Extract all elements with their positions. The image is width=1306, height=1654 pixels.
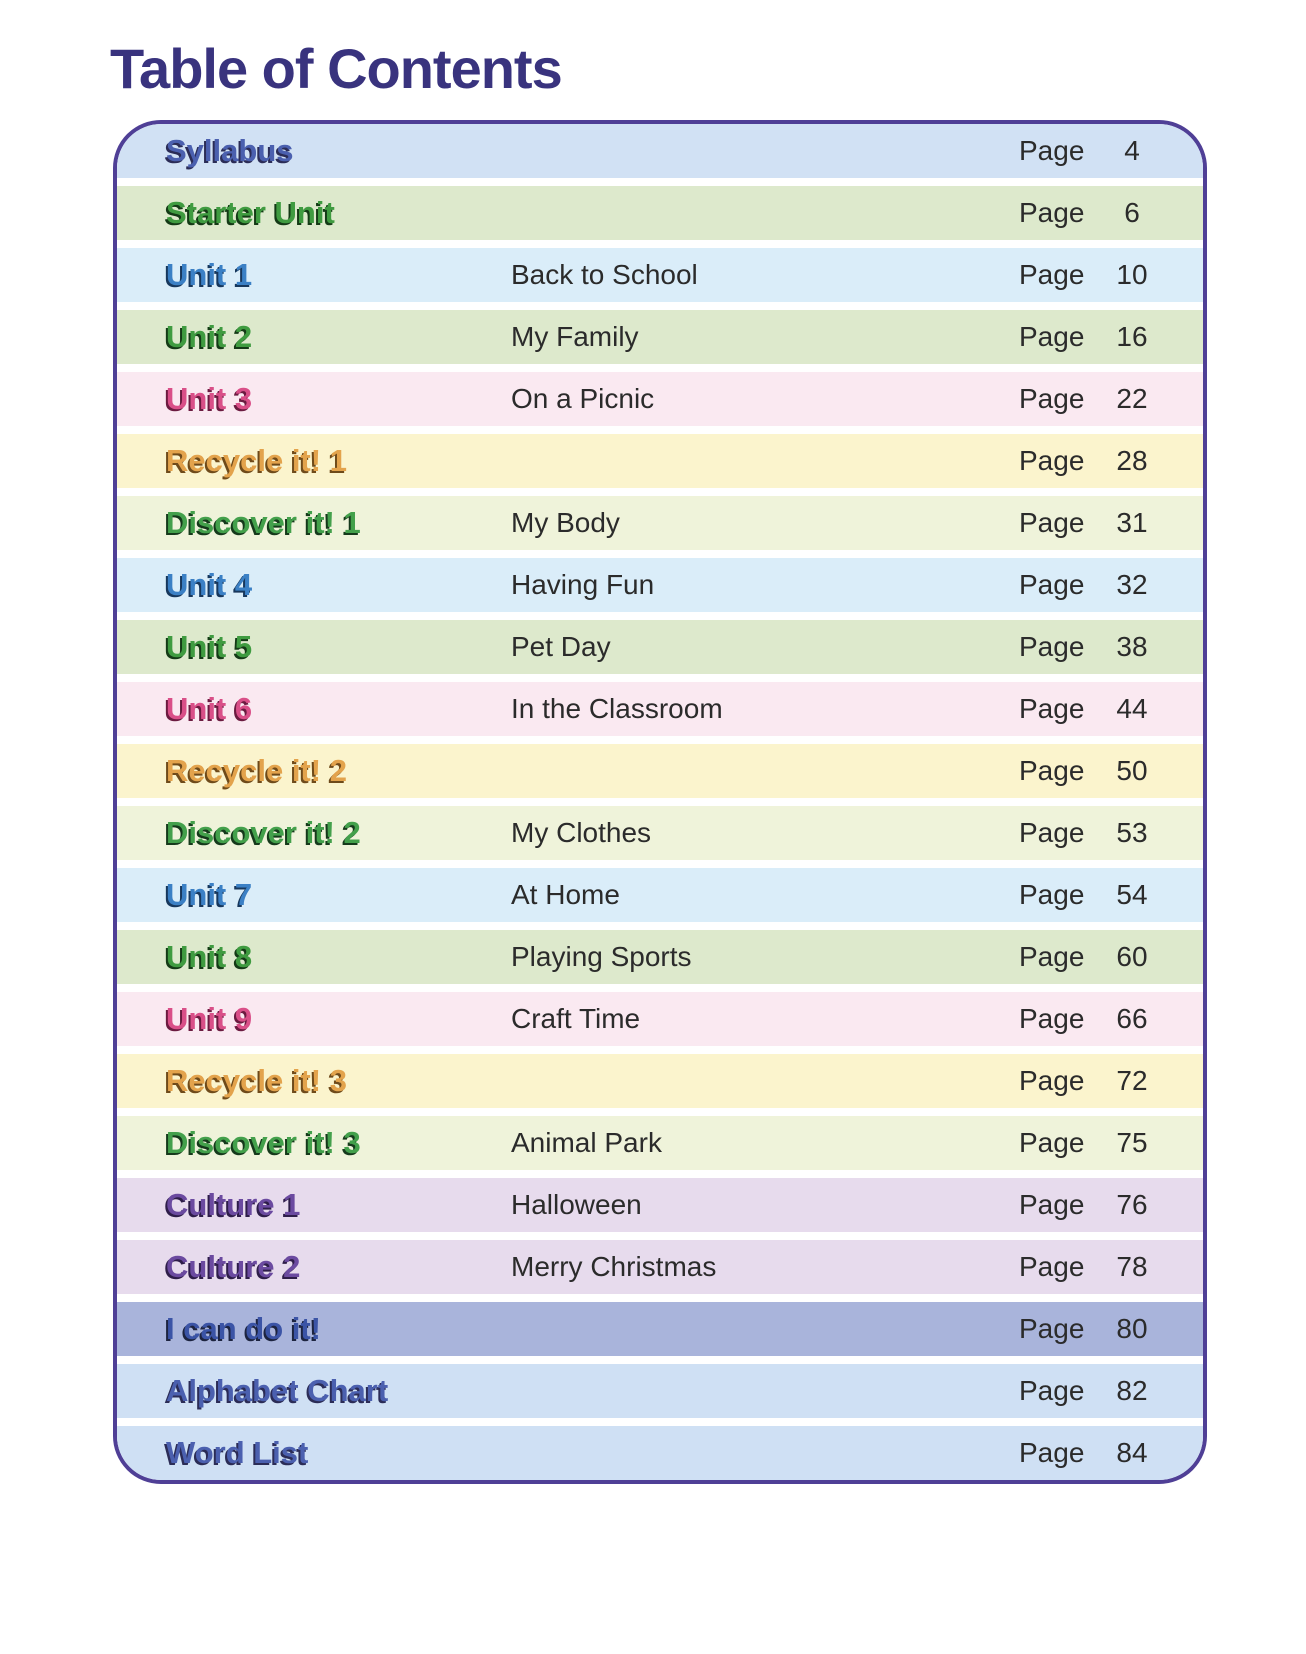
toc-page-number: 22 bbox=[1116, 383, 1148, 414]
toc-page-number: 84 bbox=[1116, 1437, 1148, 1468]
toc-page-word: Page bbox=[1019, 135, 1085, 166]
toc-entry-topic: Playing Sports bbox=[511, 941, 692, 972]
toc-page-number: 75 bbox=[1116, 1127, 1148, 1158]
toc-entry-label: Recycle it! 3 bbox=[166, 1063, 347, 1098]
toc-page-number: 6 bbox=[1124, 197, 1140, 228]
toc-row bbox=[117, 1364, 1203, 1418]
toc-page-number: 80 bbox=[1116, 1313, 1148, 1344]
toc-entry-label: Unit 4 bbox=[166, 567, 253, 602]
toc-row bbox=[117, 1116, 1203, 1170]
toc-entry-label: Unit 9 bbox=[166, 1001, 253, 1036]
toc-entry-topic: Animal Park bbox=[511, 1127, 662, 1158]
toc-entry-topic: Having Fun bbox=[511, 569, 655, 600]
toc-page-word: Page bbox=[1019, 1189, 1085, 1220]
toc-page-word: Page bbox=[1019, 383, 1085, 414]
toc-row bbox=[117, 1054, 1203, 1108]
toc-page-word: Page bbox=[1019, 259, 1085, 290]
toc-entry-topic: My Body bbox=[511, 507, 620, 538]
toc-page-number: 44 bbox=[1116, 693, 1148, 724]
toc-page-word: Page bbox=[1019, 1065, 1085, 1096]
toc-entry-label: Discover it! 3 bbox=[166, 1125, 361, 1160]
toc-page-word: Page bbox=[1019, 445, 1085, 476]
toc-page-number: 66 bbox=[1116, 1003, 1148, 1034]
toc-entry-topic: Back to School bbox=[511, 259, 698, 290]
toc-entry-label: Discover it! 1 bbox=[166, 505, 361, 540]
toc-entry-label: Starter Unit bbox=[166, 195, 335, 230]
toc-entry-label: Unit 2 bbox=[166, 319, 253, 354]
toc-page-word: Page bbox=[1019, 1127, 1085, 1158]
toc-page-number: 31 bbox=[1116, 507, 1148, 538]
toc-entry-topic: In the Classroom bbox=[511, 693, 723, 724]
toc-page-number: 4 bbox=[1124, 135, 1140, 166]
toc-row bbox=[117, 992, 1203, 1046]
page-title: Table of Contents bbox=[110, 37, 562, 100]
toc-page-number: 10 bbox=[1116, 259, 1148, 290]
toc-page-number: 72 bbox=[1116, 1065, 1148, 1096]
toc-page-word: Page bbox=[1019, 941, 1085, 972]
toc-page-word: Page bbox=[1019, 507, 1085, 538]
toc-row bbox=[117, 310, 1203, 364]
toc-entry-label: Culture 2 bbox=[166, 1249, 301, 1284]
toc-page-word: Page bbox=[1019, 1003, 1085, 1034]
toc-entry-topic: At Home bbox=[511, 879, 620, 910]
toc-row bbox=[117, 868, 1203, 922]
toc-row bbox=[117, 124, 1203, 178]
toc-page-word: Page bbox=[1019, 197, 1085, 228]
toc-row bbox=[117, 372, 1203, 426]
toc-row bbox=[117, 1302, 1203, 1356]
toc-entry-label: Unit 7 bbox=[166, 877, 253, 912]
table-of-contents bbox=[113, 120, 1207, 1484]
toc-page-word: Page bbox=[1019, 569, 1085, 600]
toc-entry-label: Unit 1 bbox=[166, 257, 253, 292]
toc-entry-topic: Merry Christmas bbox=[511, 1251, 717, 1282]
toc-page-number: 28 bbox=[1116, 445, 1148, 476]
toc-row bbox=[117, 434, 1203, 488]
toc-page-number: 32 bbox=[1116, 569, 1148, 600]
toc-entry-topic: Pet Day bbox=[511, 631, 611, 662]
toc-row bbox=[117, 682, 1203, 736]
toc-page-word: Page bbox=[1019, 693, 1085, 724]
toc-page-word: Page bbox=[1019, 879, 1085, 910]
toc-entry-label: Discover it! 2 bbox=[166, 815, 361, 850]
toc-page-number: 76 bbox=[1116, 1189, 1148, 1220]
toc-row bbox=[117, 496, 1203, 550]
toc-entry-label: Alphabet Chart bbox=[166, 1373, 389, 1408]
toc-entry-topic: My Clothes bbox=[511, 817, 652, 848]
toc-entry-label: Culture 1 bbox=[166, 1187, 301, 1222]
toc-entry-topic: My Family bbox=[511, 321, 639, 352]
toc-row bbox=[117, 620, 1203, 674]
toc-page-number: 78 bbox=[1116, 1251, 1148, 1282]
toc-row bbox=[117, 1178, 1203, 1232]
toc-page-number: 60 bbox=[1116, 941, 1148, 972]
toc-row bbox=[117, 1426, 1203, 1480]
toc-page-word: Page bbox=[1019, 1375, 1085, 1406]
toc-page-word: Page bbox=[1019, 1437, 1085, 1468]
toc-entry-label: Recycle it! 1 bbox=[166, 443, 347, 478]
toc-page-number: 50 bbox=[1116, 755, 1148, 786]
toc-page-number: 82 bbox=[1116, 1375, 1148, 1406]
toc-entry-label: Syllabus bbox=[166, 133, 294, 168]
toc-entry-topic: On a Picnic bbox=[511, 383, 655, 414]
toc-row bbox=[117, 1240, 1203, 1294]
toc-page-word: Page bbox=[1019, 631, 1085, 662]
toc-row bbox=[117, 930, 1203, 984]
toc-row bbox=[117, 558, 1203, 612]
toc-page-number: 53 bbox=[1116, 817, 1148, 848]
toc-entry-label: I can do it! bbox=[166, 1311, 321, 1346]
toc-row bbox=[117, 186, 1203, 240]
toc-page-number: 54 bbox=[1116, 879, 1148, 910]
toc-entry-label: Unit 6 bbox=[166, 691, 253, 726]
toc-row bbox=[117, 248, 1203, 302]
toc-page-word: Page bbox=[1019, 1251, 1085, 1282]
toc-page-word: Page bbox=[1019, 755, 1085, 786]
toc-page-number: 38 bbox=[1116, 631, 1148, 662]
toc-page-word: Page bbox=[1019, 817, 1085, 848]
toc-entry-label: Unit 3 bbox=[166, 381, 253, 416]
toc-entry-label: Unit 5 bbox=[166, 629, 253, 664]
toc-entry-label: Recycle it! 2 bbox=[166, 753, 347, 788]
toc-entry-label: Word List bbox=[166, 1435, 309, 1470]
toc-page-word: Page bbox=[1019, 1313, 1085, 1344]
toc-entry-topic: Halloween bbox=[511, 1189, 642, 1220]
toc-row bbox=[117, 744, 1203, 798]
toc-entry-label: Unit 8 bbox=[166, 939, 253, 974]
toc-page-number: 16 bbox=[1116, 321, 1148, 352]
toc-row bbox=[117, 806, 1203, 860]
toc-page-word: Page bbox=[1019, 321, 1085, 352]
toc-entry-topic: Craft Time bbox=[511, 1003, 641, 1034]
